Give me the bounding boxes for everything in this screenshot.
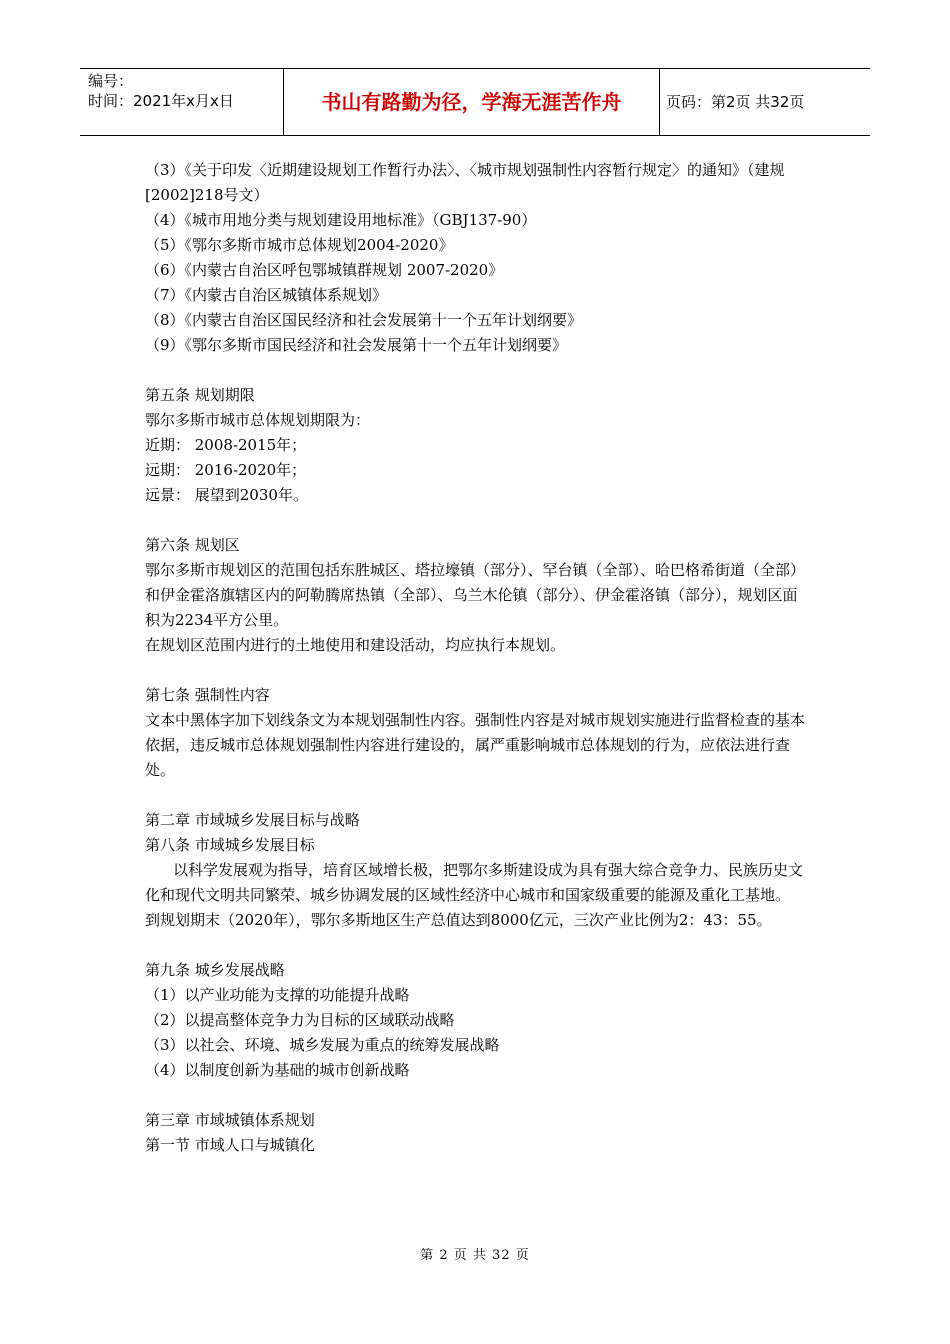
paragraph: 以科学发展观为指导，培育区域增长极，把鄂尔多斯建设成为具有强大综合竞争力、民族历史文化和现代文明共同繁荣、城乡协调发展的区域性经济中心城市和国家级重要的能源及重化工基地。 xyxy=(145,861,804,904)
article-heading: 第八条 市域城乡发展目标 xyxy=(145,836,315,854)
reference-item: （7）《内蒙古自治区城镇体系规划》 xyxy=(145,286,388,304)
list-item: （1）以产业功能为支撑的功能提升战略 xyxy=(145,986,410,1004)
paragraph: 鄂尔多斯市城市总体规划期限为： xyxy=(145,411,371,429)
paragraph: 远期： 2016-2020年； xyxy=(145,461,307,479)
article-heading: 第六条 规划区 xyxy=(145,536,240,554)
article-heading: 第五条 规划期限 xyxy=(145,386,255,404)
chapter-heading: 第三章 市域城镇体系规划 xyxy=(145,1111,315,1129)
header-motto: 书山有路勤为径，学海无涯苦作舟 xyxy=(284,69,660,135)
reference-item: （3）《关于印发〈近期建设规划工作暂行办法〉、〈城市规划强制性内容暂行规定〉的通知》（建规[2002]218号文） xyxy=(145,161,785,204)
reference-item: （9）《鄂尔多斯市国民经济和社会发展第十一个五年计划纲要》 xyxy=(145,336,568,354)
document-date: 时间：2021年x月x日 xyxy=(88,92,234,110)
header-meta-cell xyxy=(80,69,284,135)
paragraph: 在规划区范围内进行的土地使用和建设活动，均应执行本规划。 xyxy=(145,636,566,654)
list-item: （3）以社会、环境、城乡发展为重点的统筹发展战略 xyxy=(145,1036,500,1054)
section-heading: 第一节 市域人口与城镇化 xyxy=(145,1136,315,1154)
reference-item: （8）《内蒙古自治区国民经济和社会发展第十一个五年计划纲要》 xyxy=(145,311,583,329)
paragraph: 到规划期末（2020年），鄂尔多斯地区生产总值达到8000亿元，三次产业比例为2：43：55。 xyxy=(145,911,772,929)
document-header xyxy=(80,68,870,136)
list-item: （2）以提高整体竞争力为目标的区域联动战略 xyxy=(145,1011,455,1029)
paragraph: 鄂尔多斯市规划区的范围包括东胜城区、塔拉壕镇（部分）、罕台镇（全部）、哈巴格希街道（全部）和伊金霍洛旗辖区内的阿勒腾席热镇（全部）、乌兰木伦镇（部分）、伊金霍洛镇（部分），规划区面积为2234平方公里。 xyxy=(145,561,806,629)
reference-item: （5）《鄂尔多斯市城市总体规划2004-2020》 xyxy=(145,236,454,254)
document-body xyxy=(145,158,810,1158)
reference-item: （4）《城市用地分类与规划建设用地标准》（GBJ137-90） xyxy=(145,211,537,229)
paragraph: 文本中黑体字加下划线条文为本规划强制性内容。强制性内容是对城市规划实施进行监督检查的基本依据，违反城市总体规划强制性内容进行建设的，属严重影响城市总体规划的行为，应依法进行查处。 xyxy=(145,711,806,779)
paragraph: 近期： 2008-2015年； xyxy=(145,436,307,454)
list-item: （4）以制度创新为基础的城市创新战略 xyxy=(145,1061,410,1079)
chapter-heading: 第二章 市域城乡发展目标与战略 xyxy=(145,811,360,829)
article-heading: 第七条 强制性内容 xyxy=(145,686,270,704)
document-number-label: 编号： xyxy=(88,72,134,90)
page-footer: 第 2 页 共 32 页 xyxy=(420,1248,530,1263)
article-heading: 第九条 城乡发展战略 xyxy=(145,961,285,979)
header-page-info: 页码：第2页 共32页 xyxy=(666,93,805,111)
reference-item: （6）《内蒙古自治区呼包鄂城镇群规划 2007-2020》 xyxy=(145,261,504,279)
paragraph: 远景： 展望到2030年。 xyxy=(145,486,308,504)
